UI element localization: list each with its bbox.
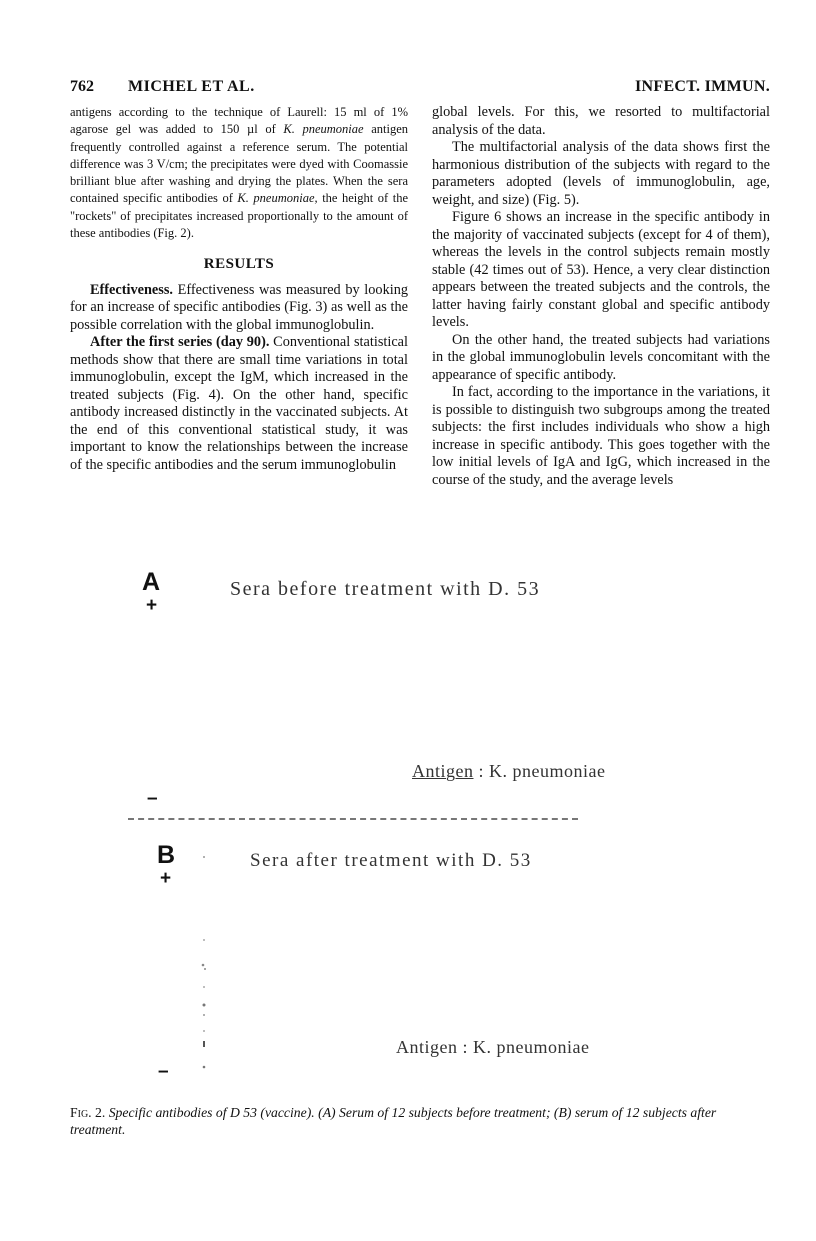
figure-2 — [0, 565, 816, 1095]
panel-a-title: Sera before treatment with D. 53 — [230, 578, 541, 600]
figure-caption: Fig. 2. Specific antibodies of D 53 (vaccine). (A) Serum of 12 subjects before treatment; (B) serum of 12 subjects after treatment. — [70, 1105, 717, 1137]
running-header — [70, 78, 770, 100]
effectiveness-paragraph: Effectiveness. Effectiveness was measured by looking for an increase of specific antibodies (Fig. 3) as well as the possible correlation with the global immunoglobulin. — [70, 281, 408, 333]
panel-separator — [128, 818, 578, 820]
paragraph: On the other hand, the treated subjects had variations in the global immunoglobulin levels concomitant with the appearance of specific antibody. — [432, 331, 770, 383]
paragraph: The multifactorial analysis of the data shows first the harmonious distribution of the subjects with regard to the parameters adopted (levels of immunoglobulin, age, weight, and size) (Fig. 5). — [432, 139, 770, 208]
panel-b-label: B — [157, 841, 176, 869]
first-series-paragraph: After the first series (day 90). Conventional statistical methods show that there are small time variations in total immunoglobulin, except the IgM, which increased in the treated subjects (Fig. 4). On the other hand, specific antibody increased distinctly in the vaccinated subjects. At the end of this conventional statistical study, it was important to know the relationships between the increase of the specific antibodies and the serum immunoglobulin — [70, 334, 408, 473]
panel-a-antigen: Antigen : K. pneumoniae — [412, 761, 606, 781]
running-authors: MICHEL ET AL. — [128, 78, 255, 95]
right-column — [432, 104, 770, 489]
journal-abbrev: INFECT. IMMUN. — [634, 78, 770, 95]
page-number: 762 — [70, 78, 94, 95]
rocket-precipitate-traces — [190, 845, 220, 1085]
panel-a-label: A — [142, 568, 161, 596]
panel-b-plus: + — [160, 868, 172, 889]
panel-b-antigen: Antigen : K. pneumoniae — [396, 1037, 590, 1057]
panel-b-minus: – — [158, 1061, 169, 1082]
results-heading: RESULTS — [203, 256, 275, 273]
paragraph: Figure 6 shows an increase in the specific antibody in the majority of vaccinated subjects (except for 4 of them), whereas the levels in the control subjects remain mostly stable (42 times out of 53). Hence, a very clear distinction appears between the treated subjects and the controls, the latter having fairly constant global and specific antibody levels. — [432, 209, 770, 330]
panel-a-plus: + — [146, 595, 158, 616]
panel-a-minus: – — [147, 788, 158, 809]
paragraph: In fact, according to the importance in the variations, it is possible to distinguish two subgroups among the treated subjects: the first includes individuals who show a high increase in specific antibody. This goes together with the low initial levels of IgA and IgG, which increased in the course of the study, and the average levels — [432, 384, 770, 488]
paragraph: global levels. For this, we resorted to multifactorial analysis of the data. — [432, 104, 770, 138]
methods-paragraph: antigens according to the technique of Laurell: 15 ml of 1% agarose gel was added to 150 µl of K. pneumoniae antigen frequently controlled against a reference serum. The potential difference was 3 V/cm; the precipitates were dyed with Coomassie brilliant blue after washing and drying the plates. When the sera contained specific antibodies of K. pneumoniae, the height of the "rockets" of precipitates increased proportionally to the amount of these antibodies (Fig. 2). — [70, 105, 409, 241]
left-column — [70, 104, 408, 474]
panel-b-title: Sera after treatment with D. 53 — [250, 850, 532, 871]
